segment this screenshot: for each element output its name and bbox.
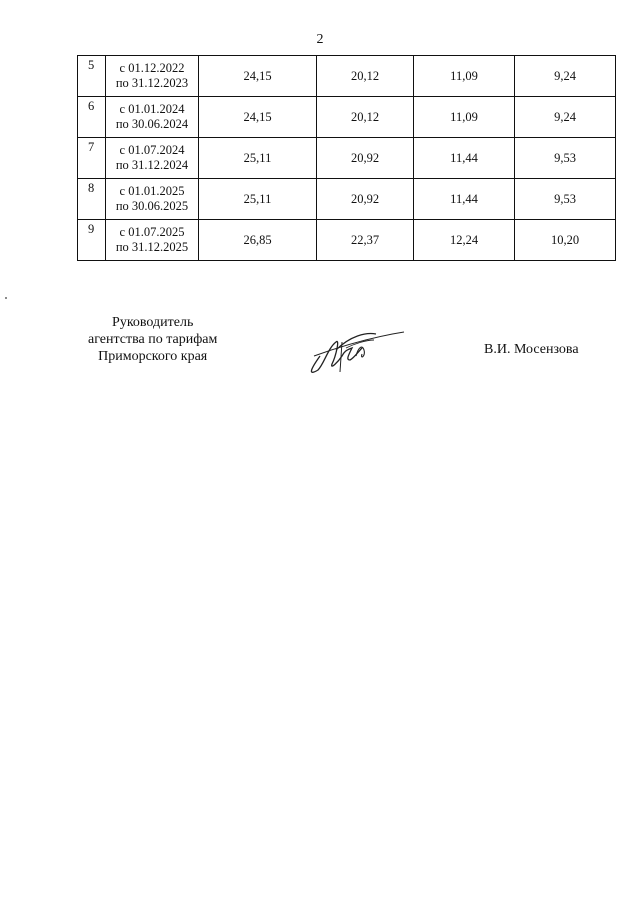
value-cell-3: 11,09 [414,56,515,97]
period-from: с 01.07.2024 [119,143,185,157]
period-to: по 30.06.2025 [115,199,189,213]
period-to: по 31.12.2023 [115,76,189,90]
row-number: 9 [78,220,106,261]
value-cell-2: 20,12 [317,97,414,138]
signer-name: В.И. Мосензова [484,342,579,357]
value-cell-4: 9,24 [515,56,616,97]
value-cell-1: 24,15 [199,97,317,138]
period-cell [106,56,199,97]
value-cell-1: 25,11 [199,179,317,220]
table-row [78,56,616,97]
value-cell-3: 11,44 [414,138,515,179]
value-cell-1: 25,11 [199,138,317,179]
value-cell-2: 20,92 [317,138,414,179]
handwritten-signature [306,326,411,376]
value-cell-4: 9,53 [515,138,616,179]
table-row [78,97,616,138]
period-cell [106,220,199,261]
period-cell [106,179,199,220]
period-from: с 01.07.2025 [119,225,185,239]
period-from: с 01.01.2025 [119,184,185,198]
value-cell-3: 12,24 [414,220,515,261]
value-cell-4: 10,20 [515,220,616,261]
value-cell-2: 20,12 [317,56,414,97]
period-from: с 01.12.2022 [119,61,185,75]
value-cell-4: 9,53 [515,179,616,220]
period-from: с 01.01.2024 [119,102,185,116]
signer-title-line-2: агентства по тарифам [88,332,218,347]
period-to: по 30.06.2024 [115,117,189,131]
period-cell [106,97,199,138]
period-cell [106,138,199,179]
value-cell-3: 11,44 [414,179,515,220]
value-cell-1: 24,15 [199,56,317,97]
period-to: по 31.12.2025 [115,240,189,254]
value-cell-1: 26,85 [199,220,317,261]
row-number: 8 [78,179,106,220]
row-number: 5 [78,56,106,97]
signer-title-line-1: Руководитель [112,315,194,330]
table-row [78,138,616,179]
signer-title-line-3: Приморского края [98,349,208,364]
value-cell-2: 20,92 [317,179,414,220]
signer-position [88,314,217,365]
row-number: 7 [78,138,106,179]
table-row [78,179,616,220]
value-cell-4: 9,24 [515,97,616,138]
period-to: по 31.12.2024 [115,158,189,172]
row-number: 6 [78,97,106,138]
tariff-table [77,55,616,261]
page-number: 2 [316,32,324,47]
scan-speck [5,297,7,299]
value-cell-3: 11,09 [414,97,515,138]
tariff-table-body [78,56,616,261]
value-cell-2: 22,37 [317,220,414,261]
table-row [78,220,616,261]
